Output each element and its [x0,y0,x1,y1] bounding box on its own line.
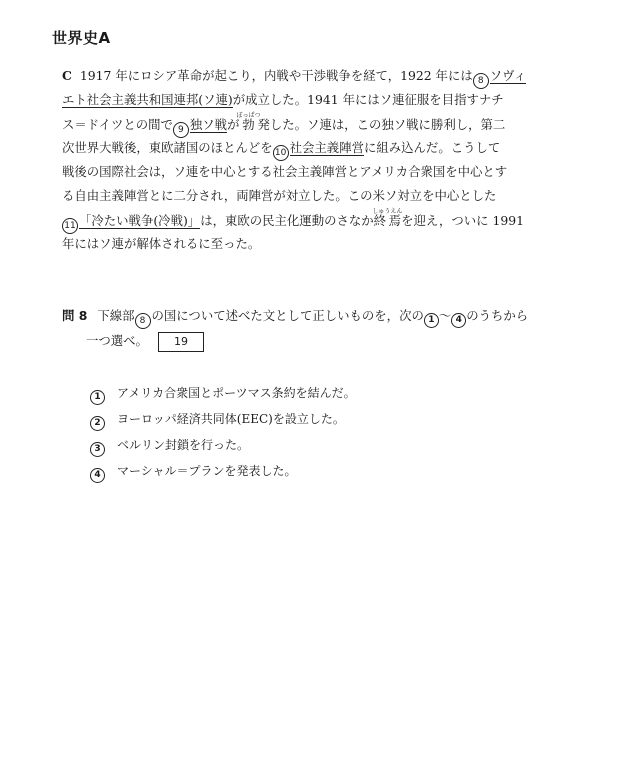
passage-text: は，東欧の民主化運動のさなか [200,213,374,228]
page-title: 世界史A [52,29,111,47]
underline-number-8: 8 [473,73,489,89]
passage-text: が [227,117,240,132]
ruby-reading: しゅうえん [372,208,403,215]
passage-line-7 [62,208,562,232]
option-number: 1 [90,390,105,405]
underlined-term-11: 「冷たい戦争(冷戦)」 [79,213,201,228]
option-4[interactable] [90,458,530,484]
option-2[interactable] [90,406,530,432]
underline-number-9: 9 [173,122,189,138]
question-line-2 [62,329,562,353]
option-number: 2 [90,416,105,431]
underlined-term-8a: ソヴィ [489,68,527,83]
option-text: アメリカ合衆国とポーツマス条約を結んだ。 [117,386,356,400]
underline-number-ref: 8 [135,313,151,329]
passage-line-5: 戦後の国際社会は，ソ連を中心とする社会主義陣営とアメリカ合衆国を中心とす [62,164,508,179]
option-3[interactable] [90,432,530,458]
underlined-term-9: 独ソ戦 [189,117,228,132]
passage-line-3 [62,112,562,136]
question-text: のうちから [466,308,529,323]
passage-line-1 [62,64,562,88]
passage [62,64,562,256]
ruby-base: 終焉 [372,213,403,228]
ruby-shuen [372,208,403,228]
passage-line-8: 年にはソ連が解体されるに至った。 [62,236,261,251]
question-text: 下線部 [97,308,135,323]
ruby-base: 勃 [236,117,261,132]
ruby-bobbatsu [236,112,261,132]
passage-text: に組み込んだ。こうして [363,140,501,155]
option-number: 4 [90,468,105,483]
option-ref-first: 1 [424,313,439,328]
passage-line-2 [62,88,562,112]
underlined-term-10: 社会主義陣営 [289,140,364,155]
option-1[interactable] [90,380,530,406]
question-tilde: 〜 [438,308,452,323]
option-text: ヨーロッパ経済共同体(EEC)を設立した。 [117,412,345,426]
passage-text: が成立した。1941 年にはソ連征服を目指すナチ [232,92,504,107]
ruby-reading: ぼっぱつ [236,112,261,119]
passage-text: 1917 年にロシア革命が起こり，内戦や干渉戦争を経て，1922 年には [79,68,473,83]
underlined-term-8b: エト社会主義共和国連邦(ソ連) [62,92,233,107]
option-text: ベルリン封鎖を行った。 [117,438,250,452]
answer-options [90,380,530,484]
option-ref-last: 4 [451,313,466,328]
option-number: 3 [90,442,105,457]
passage-text: 次世界大戦後，東欧諸国のほとんどを [62,140,273,155]
answer-box[interactable]: 19 [158,332,204,352]
question-label: 問 8 [62,308,88,323]
underline-number-11: 11 [62,218,78,234]
passage-line-6: る自由主義陣営とに二分され，両陣営が対立した。この米ソ対立を中心とした [62,188,497,203]
section-label: C [62,68,72,83]
option-text: マーシャル＝プランを発表した。 [117,464,297,478]
passage-text: 発 [257,117,270,132]
passage-text: を迎え，ついに 1991 [401,213,525,228]
passage-text: した。ソ連は，この独ソ戦に勝利し，第二 [269,117,506,132]
passage-text: ス＝ドイツとの間で [62,117,173,132]
underline-number-10: 10 [273,145,289,161]
question-8 [62,304,562,353]
passage-line-4 [62,136,562,160]
question-text: の国について述べた文として正しいものを，次の [151,308,424,323]
question-text: 一つ選べ。 [86,333,148,348]
question-line-1 [62,304,562,329]
